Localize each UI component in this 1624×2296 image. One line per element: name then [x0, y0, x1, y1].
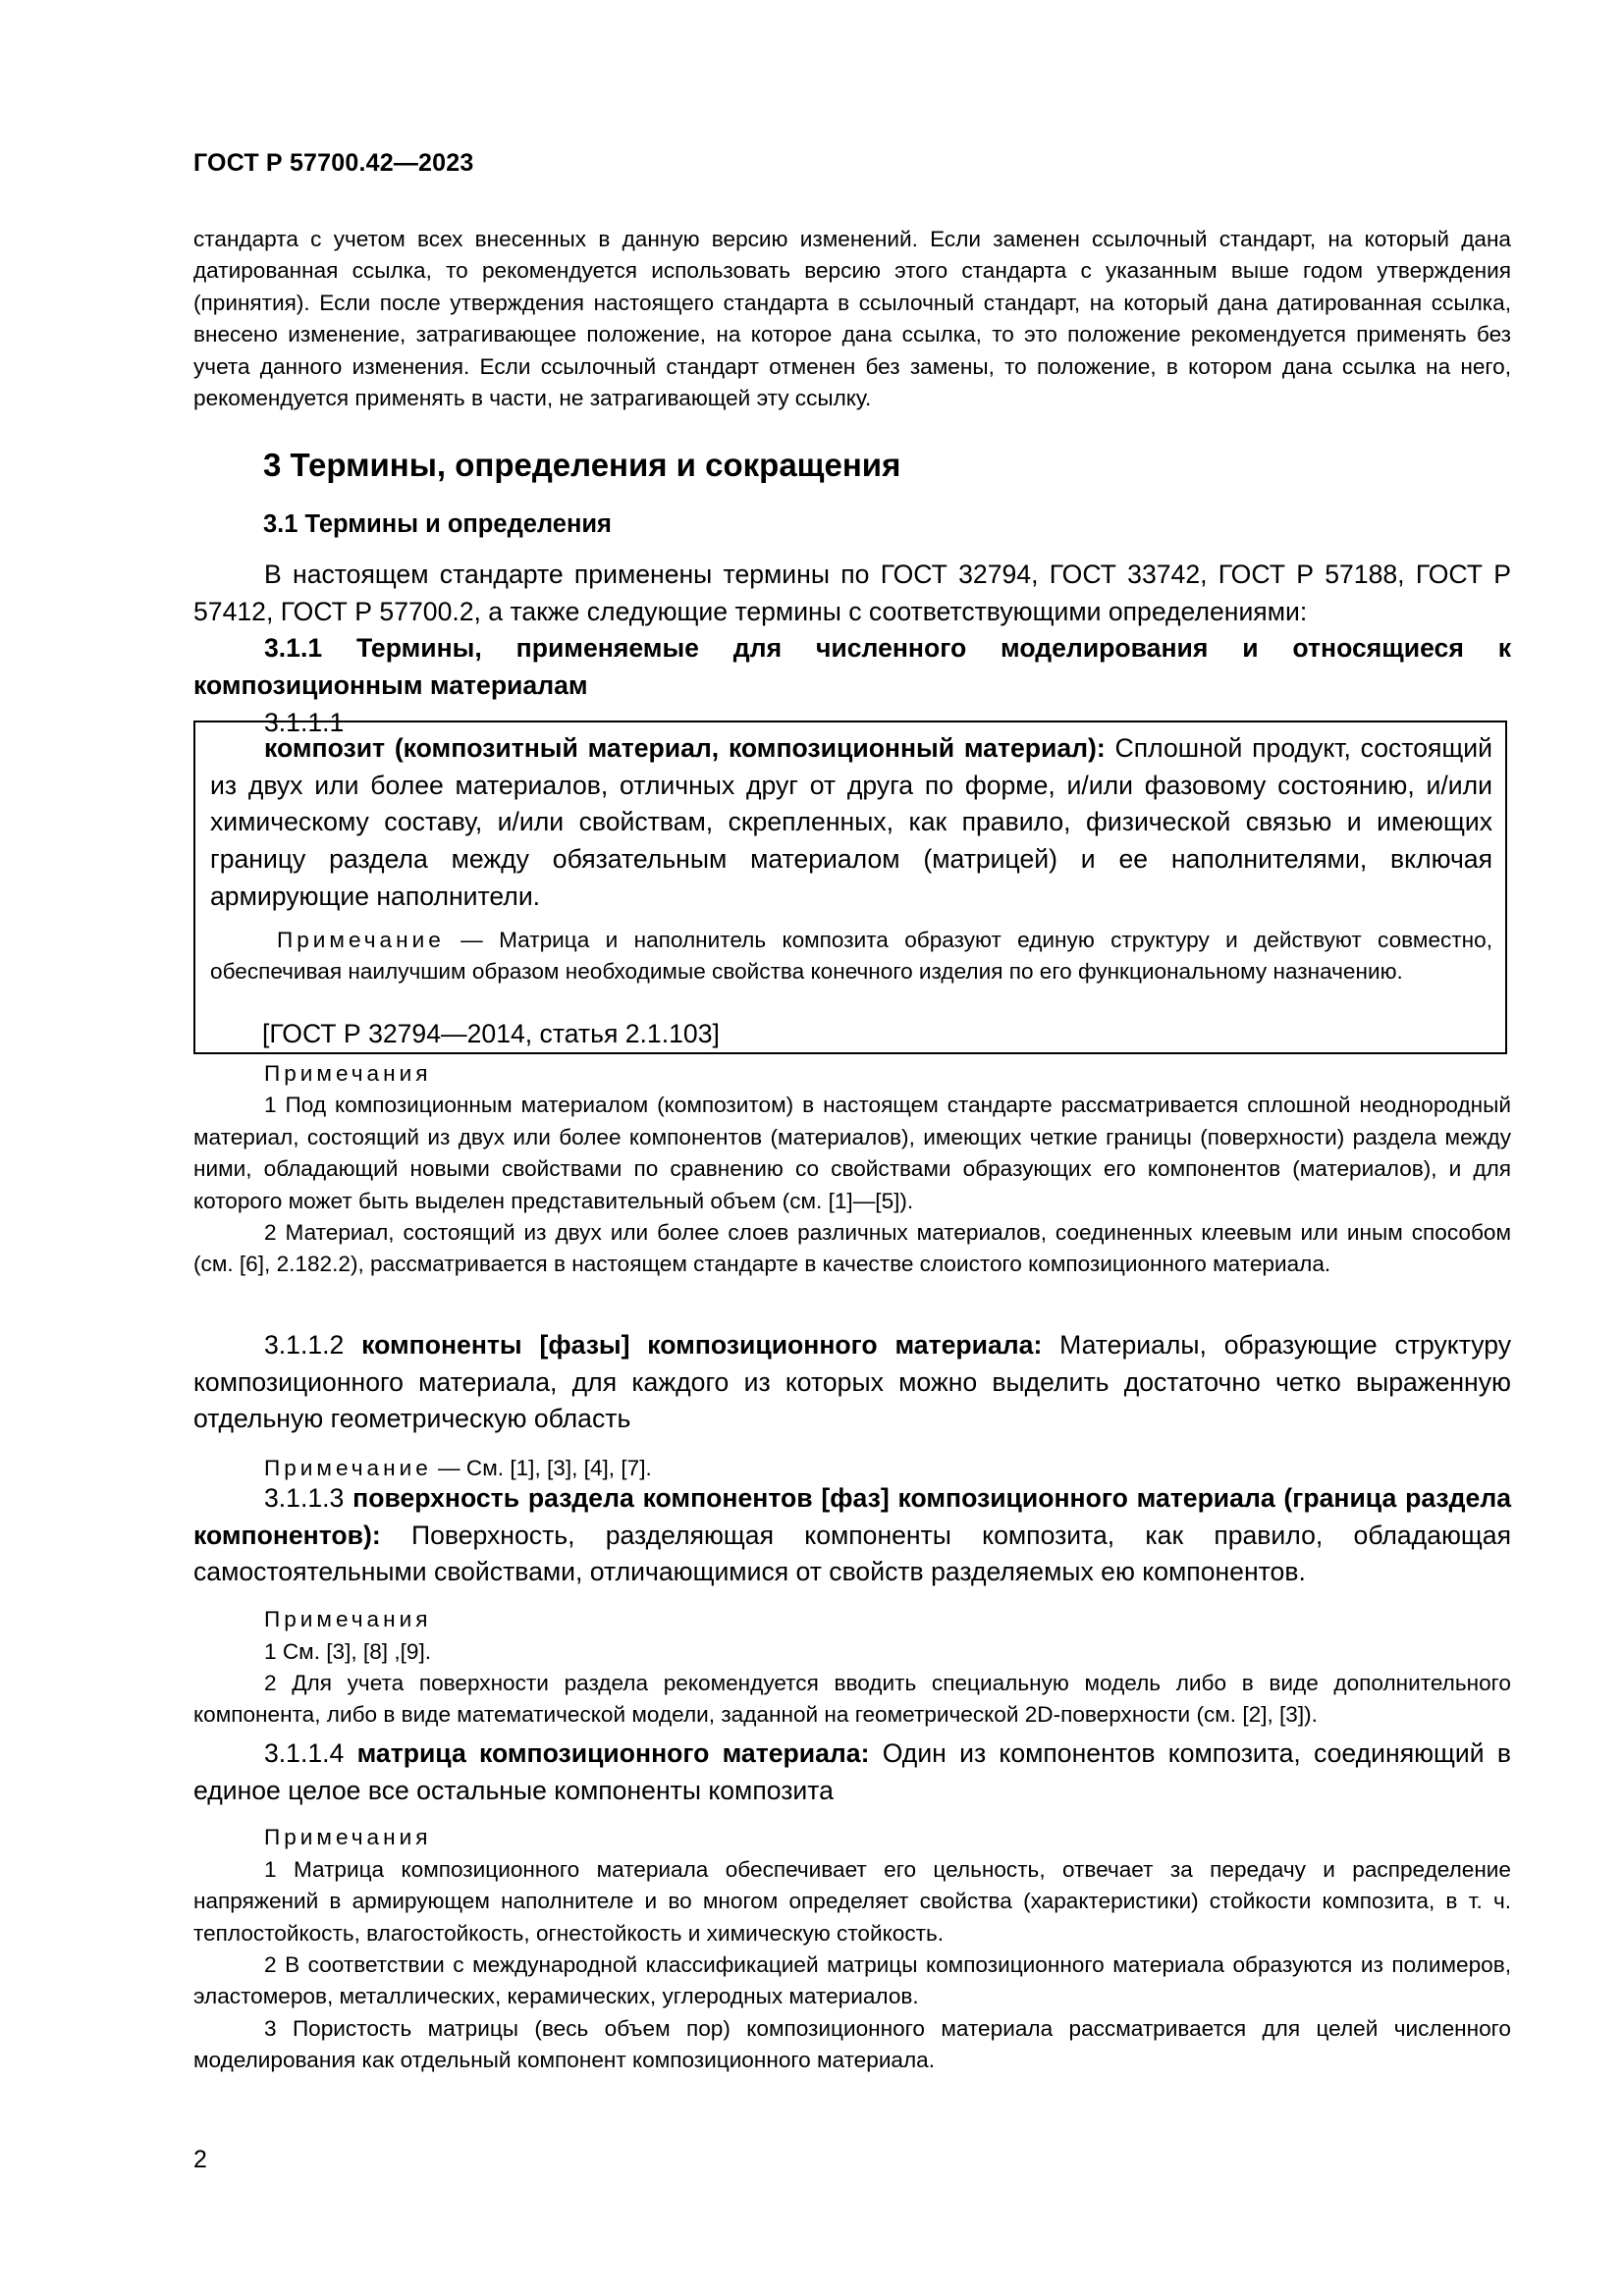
- term-2-definition: [193, 1327, 1511, 1438]
- term-4-block: [193, 1735, 1511, 2077]
- terms-intro: В настоящем стандарте применены термины по ГОСТ 32794, ГОСТ 33742, ГОСТ Р 57188, ГОСТ Р 57412, ГОСТ Р 57700.2, а также следующие термины с соответствующими определениями:: [193, 560, 1511, 626]
- term-3-term: поверхность раздела компонентов [фаз] композиционного материала (граница раздела компонентов):: [193, 1483, 1512, 1550]
- term-3-definition: [193, 1480, 1511, 1591]
- term-1-note: [210, 925, 1492, 988]
- term-4-note: 2 В соответствии с международной классификацией матрицы композиционного материала образуются из полимеров, эластомеров, металлических, керамических, углеродных материалов.: [193, 1952, 1511, 2009]
- term-1-note-label: Примечание: [277, 927, 445, 952]
- term-4-notes-label: Примечания: [264, 1825, 432, 1850]
- notes-1-item: 1 Под композиционным материалом (композитом) в настоящем стандарте рассматривается сплошной неоднородный материал, состоящий из двух или более компонентов (материалов), имеющих четкие границы (поверхности) раздела между ними, обладающий новыми свойствами по сравнению со свойствами образующих его компонентов (материалов), и для которого может быть выделен представительный объем (см. [1]—[5]).: [193, 1093, 1511, 1213]
- term-3-notes-label: Примечания: [264, 1607, 432, 1632]
- section-title: 3 Термины, определения и сокращения: [263, 447, 901, 483]
- intro-paragraph: стандарта с учетом всех внесенных в данную версию изменений. Если заменен ссылочный стандарт, на который дана датированная ссылка, то рекомендуется использовать версию этого стандарта с указанным выше годом утверждения (принятия). Если после утверждения настоящего стандарта в ссылочный стандарт, на который дана датированная ссылка, внесено изменение, затрагивающее положение, на которое дана ссылка, то это положение рекомендуется применять без учета данного изменения. Если ссылочный стандарт отменен без замены, то положение, в котором дана ссылка на него, рекомендуется применять в части, не затрагивающей эту ссылку.: [193, 227, 1511, 411]
- term-definition-box: [193, 721, 1507, 1054]
- term-3-number: 3.1.1.3: [264, 1483, 353, 1513]
- document-header: ГОСТ Р 57700.42—2023: [193, 149, 474, 177]
- terms-intro-block: [193, 557, 1511, 742]
- term-1-note-text: — Матрица и наполнитель композита образуют единую структуру и действуют совместно, обеспечивая наилучшим образом необходимые свойства конечного изделия по его функциональному назначению.: [210, 927, 1492, 984]
- term-1-term: композит (композитный материал, композиционный материал):: [264, 733, 1106, 763]
- term-1-definition: [210, 730, 1492, 916]
- term-1-text: Сплошной продукт, состоящий из двух или более материалов, отличных друг от друга по форме, и/или фазовому состоянию, и/или химическому составу, и/или свойствам, скрепленных, как правило, физической связью и имеющих границу раздела между обязательным материалом (матрицей) и ее наполнителями, включая армирующие наполнители.: [210, 733, 1492, 911]
- subsection-title: 3.1 Термины и определения: [263, 510, 612, 538]
- term-1-source: [ГОСТ Р 32794—2014, статья 2.1.103]: [262, 1019, 720, 1048]
- notes-1-block: [193, 1058, 1511, 1281]
- page-number: 2: [193, 2146, 207, 2173]
- intro-paragraph-block: [193, 224, 1511, 414]
- term-2-block: [193, 1327, 1511, 1485]
- term-3-block: [193, 1480, 1511, 1732]
- term-4-note: 3 Пористость матрицы (весь объем пор) композиционного материала рассматривается для целей численного моделирования как отдельный компонент композиционного материала.: [193, 2015, 1511, 2073]
- term-2-note-label: Примечание: [264, 1456, 432, 1481]
- term-2-term: компоненты [фазы] композиционного материала:: [361, 1330, 1043, 1360]
- notes-1-label: Примечания: [264, 1061, 432, 1086]
- term-4-text: Один из компонентов композита, соединяющий в единое целое все остальные компоненты композита: [193, 1738, 1512, 1805]
- term-4-note: 1 Матрица композиционного материала обеспечивает его цельность, отвечает за передачу и распределение напряжений в армирующем наполнителе и во многом определяет свойства (характеристики) стойкости композита, в т. ч. теплостойкость, влагостойкость, огнестойкость и химическую стойкость.: [193, 1856, 1511, 1946]
- term-4-definition: [193, 1735, 1511, 1809]
- term-3-note: 1 См. [3], [8] ,[9].: [264, 1638, 431, 1664]
- notes-1-item: 2 Материал, состоящий из двух или более слоев различных материалов, соединенных клеевым или иным способом (см. [6], 2.182.2), рассматривается в настоящем стандарте в качестве слоистого композиционного материала.: [193, 1220, 1511, 1277]
- term-4-term: матрица композиционного материала:: [356, 1738, 870, 1768]
- term-2-number: 3.1.1.2: [264, 1330, 362, 1360]
- term-4-number: 3.1.1.4: [264, 1738, 357, 1768]
- term-3-note: 2 Для учета поверхности раздела рекомендуется вводить специальную модель либо в виде дополнительного компонента, либо в виде математической модели, заданной на геометрической 2D-поверхности (см. [2], [3]).: [193, 1670, 1511, 1728]
- term-1-number: 3.1.1.1: [264, 707, 345, 737]
- term-2-text: Материалы, образующие структуру композиционного материала, для каждого из которых можно выделить достаточно четко выраженную отдельную геометрическую область: [193, 1330, 1511, 1434]
- term-3-text: Поверхность, разделяющая компоненты композита, как правило, обладающая самостоятельными свойствами, отличающимися от свойств разделяемых ею компонентов.: [193, 1520, 1511, 1587]
- term-2-note-text: — См. [1], [3], [4], [7].: [431, 1456, 652, 1481]
- clause-3-1-1-title: 3.1.1 Термины, применяемые для численного моделирования и относящиеся к композиционным материалам: [193, 633, 1511, 701]
